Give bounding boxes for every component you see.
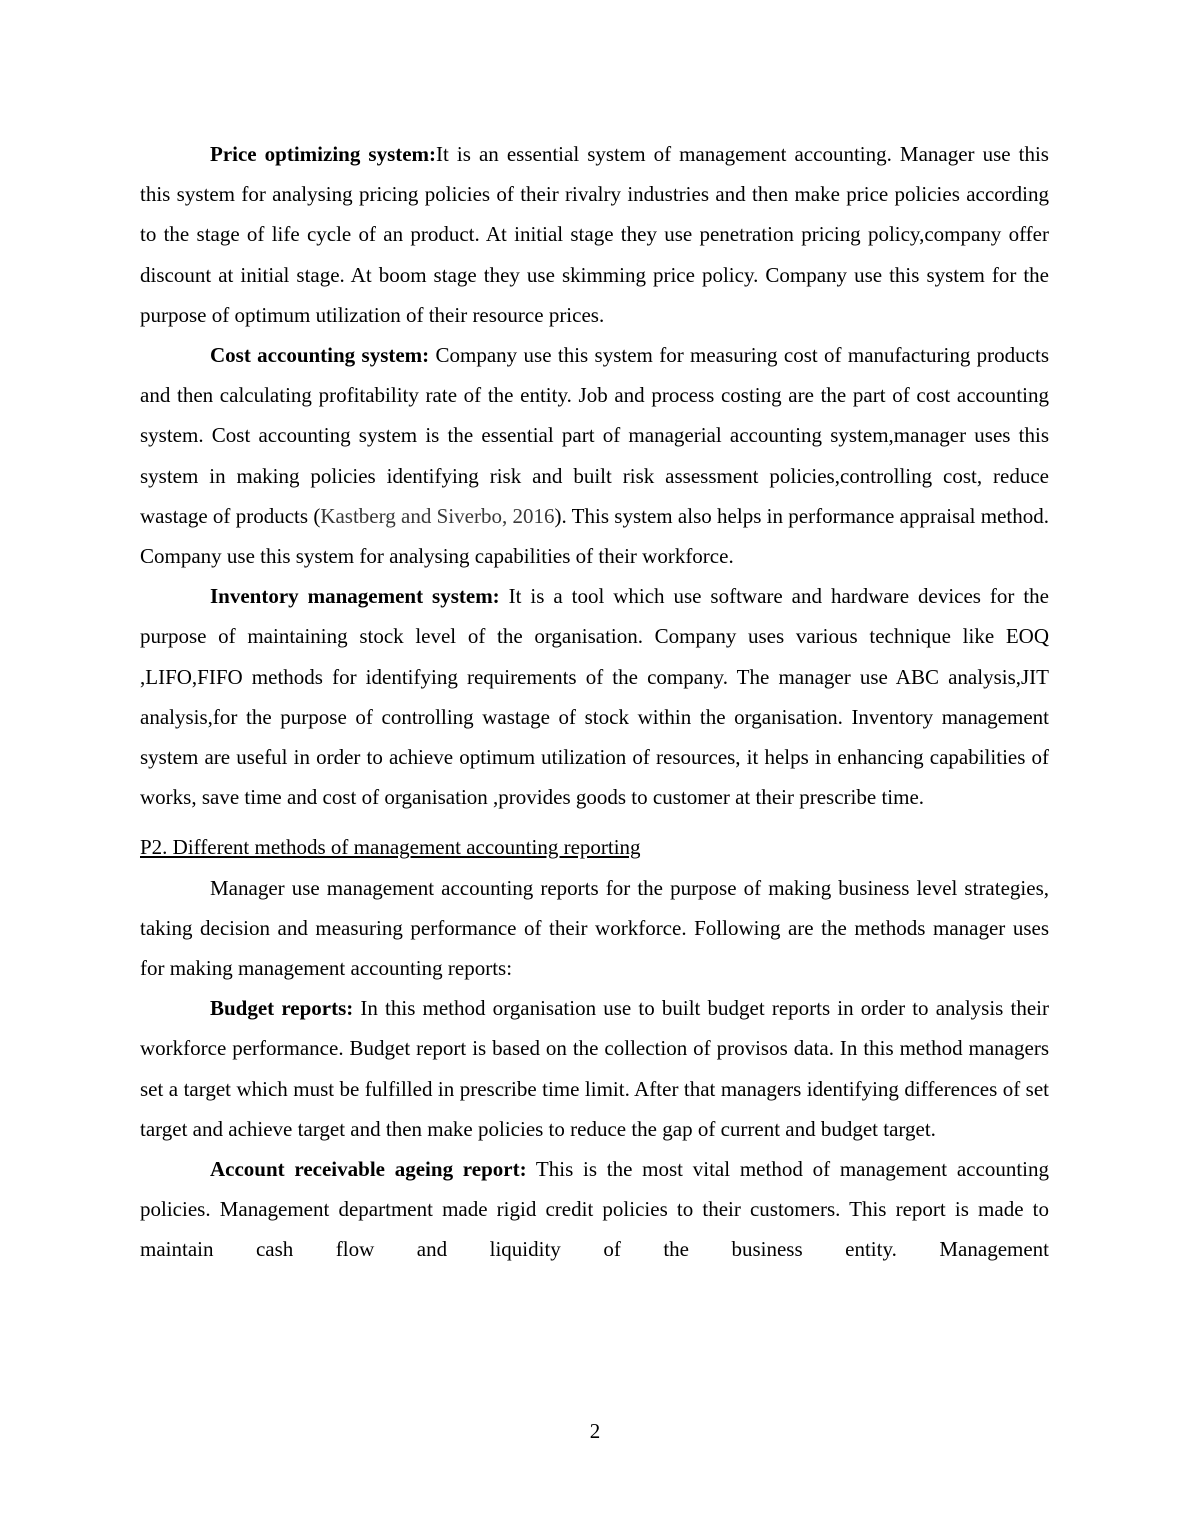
paragraph-text: This is the most vital method of management accounting policies. Management department made rigid credit policies to their customers. This report is made to maintain cash flow and liquidity of the business entity. Management [140,1157,1049,1262]
paragraph-text: Company use this system for measuring cost of manufacturing products and then calculating profitability rate of the entity. Job and process costing are the part of cost accounting system. Cost accounting system is the essential part of managerial accounting system,manager uses this system in making policies identifying risk and built risk assessment policies,controlling cost, reduce wastage of products ( [140,343,1049,528]
term-budget-reports: Budget reports: [210,996,354,1021]
document-body [140,134,1049,1270]
term-inventory-management: Inventory management system: [210,584,500,609]
paragraph-account-receivable [140,1149,1049,1270]
paragraph-price-optimizing [140,134,1049,335]
paragraph-budget-reports [140,988,1049,1149]
term-account-receivable: Account receivable ageing report: [210,1157,527,1182]
section-heading: P2. Different methods of management accounting reporting [140,835,641,860]
citation: Kastberg and Siverbo, 2016 [320,503,555,528]
paragraph-text: ). This system also helps in performance appraisal method. Company use this system for analysing capabilities of their workforce. [140,503,1049,569]
paragraph-intro: Manager use management accounting reports for the purpose of making business level strategies, taking decision and measuring performance of their workforce. Following are the methods manager uses for making management accounting reports: [140,875,1049,981]
paragraph-inventory-management [140,576,1049,817]
page-number: 2 [589,1419,601,1443]
term-cost-accounting: Cost accounting system: [210,343,430,368]
term-price-optimizing: Price optimizing system: [210,142,437,166]
paragraph-text: In this method organisation use to built budget reports in order to analysis their workforce performance. Budget report is based on the collection of provisos data. In this method managers set a target which must be fulfilled in prescribe time limit. After that managers identifying differences of set target and achieve target and then make policies to reduce the gap of current and budget target. [140,996,1049,1141]
paragraph-text: It is a tool which use software and hardware devices for the purpose of maintaining stock level of the organisation. Company uses various technique like EOQ ,LIFO,FIFO methods for identifying requirements of the company. The manager use ABC analysis,JIT analysis,for the purpose of controlling wastage of stock within the organisation. Inventory management system are useful in order to achieve optimum utilization of resources, it helps in enhancing capabilities of works, save time and cost of organisation ,provides goods to customer at their prescribe time. [140,584,1050,810]
paragraph-text: It is an essential system of management accounting. Manager use this this system for analysing pricing policies of their rivalry industries and then make price policies according to the stage of life cycle of an product. At initial stage they use penetration pricing policy,company offer discount at initial stage. At boom stage they use skimming price policy. Company use this system for the purpose of optimum utilization of their resource prices. [140,142,1049,327]
paragraph-cost-accounting [140,335,1049,576]
